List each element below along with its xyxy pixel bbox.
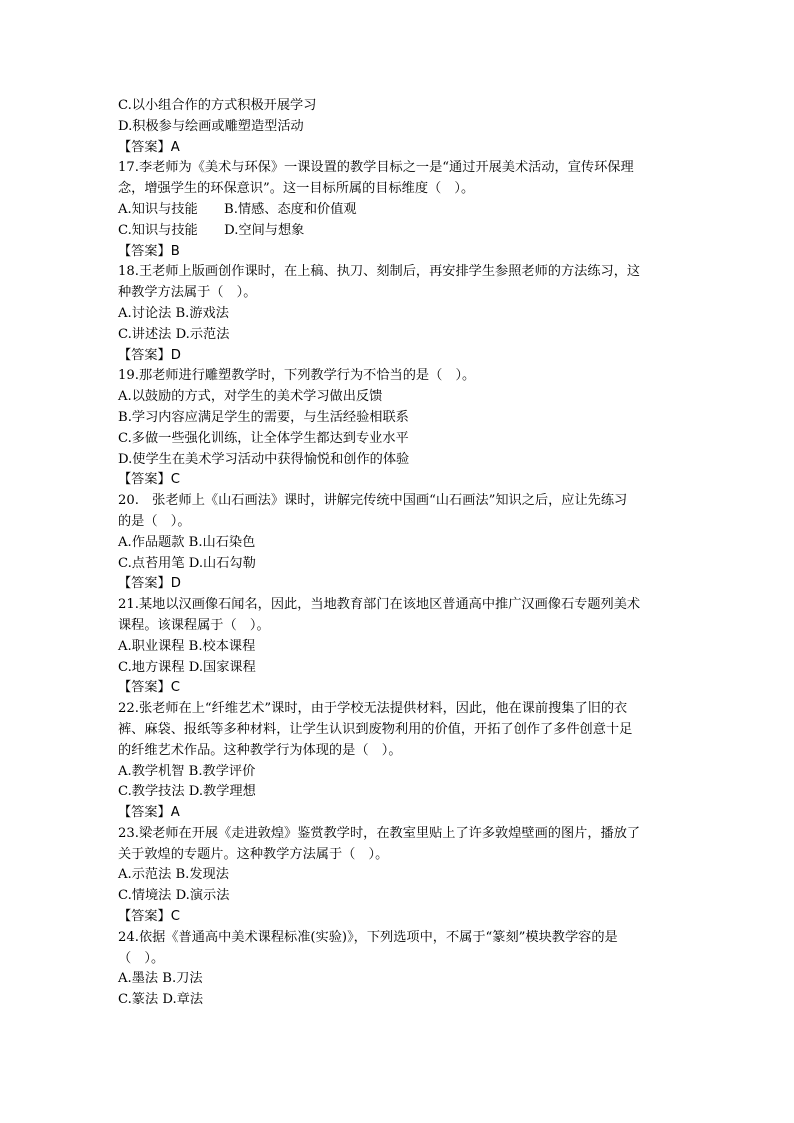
option-d-q16: D.积极参与绘画或雕塑造型活动 xyxy=(118,118,304,134)
answer-q21: 【答案】C xyxy=(118,680,180,696)
question-24-line-1: 24.依据《普通高中美术课程标准(实验)》，下列选项中，不属于“篆刻”模块教学容的是 xyxy=(118,929,618,945)
answer-q17: 【答案】B xyxy=(118,243,180,259)
answer-q19: 【答案】C xyxy=(118,472,180,488)
answer-q20: 【答案】D xyxy=(118,576,181,592)
question-18-line-1: 18.王老师上版画创作课时，在上稿、执刀、刻制后，再安排学生参照老师的方法练习，这 xyxy=(118,264,641,280)
option-c-q16: C.以小组合作的方式积极开展学习 xyxy=(118,98,317,113)
document-page xyxy=(118,96,678,1011)
question-22-line-3: 的纤维艺术作品。这种教学行为体现的是（ ）。 xyxy=(118,742,402,758)
options-ab-q22: A.教学机智 B.教学评价 xyxy=(118,763,256,779)
question-20-line-2: 的是（ ）。 xyxy=(118,513,191,529)
question-22-line-1: 22.张老师在上“纤维艺术”课时，由于学校无法提供材料，因此，他在课前搜集了旧的衣 xyxy=(118,701,628,717)
options-ab-q21: A.职业课程 B.校本课程 xyxy=(118,638,256,654)
question-20-line-1: 20. 张老师上《山石画法》课时，讲解完传统中国画“山石画法”知识之后，应让先练习 xyxy=(118,493,628,509)
question-21-line-2: 课程。该课程属于（ ）。 xyxy=(118,617,270,633)
question-19: 19.那老师进行雕塑教学时，下列教学行为不恰当的是（ ）。 xyxy=(118,368,476,384)
answer-q16: 【答案】A xyxy=(118,139,180,155)
options-cd-q23: C.情境法 D.演示法 xyxy=(118,888,230,904)
options-ab-q20: A.作品题款 B.山石染色 xyxy=(118,534,256,550)
question-18-line-2: 种教学方法属于（ ）。 xyxy=(118,285,257,301)
options-ab-q18: A.讨论法 B.游戏法 xyxy=(118,305,229,321)
question-21-line-1: 21.某地以汉画像石闻名，因此，当地教育部门在该地区普通高中推广汉画像石专题列美术 xyxy=(118,597,641,613)
option-d-q19: D.使学生在美术学习活动中获得愉悦和创作的体验 xyxy=(118,451,410,467)
options-cd-q20: C.点苔用笔 D.山石勾勒 xyxy=(118,555,256,571)
question-22-line-2: 裤、麻袋、报纸等多种材料，让学生认识到废物利用的价值，开拓了创作了多件创意十足 xyxy=(118,721,633,737)
question-23-line-2: 关于敦煌的专题片。这种教学方法属于（ ）。 xyxy=(118,846,389,862)
answer-q23: 【答案】C xyxy=(118,909,180,925)
options-ab-q23: A.示范法 B.发现法 xyxy=(118,867,229,883)
option-c-q19: C.多做一些强化训练，让全体学生都达到专业水平 xyxy=(118,430,409,446)
options-cd-q17: C.知识与技能 D.空间与想象 xyxy=(118,222,305,238)
options-ab-q17: A.知识与技能 B.情感、态度和价值观 xyxy=(118,201,357,217)
options-cd-q22: C.教学技法 D.教学理想 xyxy=(118,784,256,800)
options-cd-q18: C.讲述法 D.示范法 xyxy=(118,326,230,342)
question-24-line-2: （ ）。 xyxy=(118,950,165,966)
options-ab-q24: A.墨法 B.刀法 xyxy=(118,971,203,987)
option-b-q19: B.学习内容应满足学生的需要，与生活经验相联系 xyxy=(118,409,409,425)
options-cd-q24: C.篆法 D.章法 xyxy=(118,992,204,1008)
answer-q22: 【答案】A xyxy=(118,805,180,821)
question-17-line-2: 念，增强学生的环保意识”。这一目标所属的目标维度（ ）。 xyxy=(118,181,475,197)
answer-q18: 【答案】D xyxy=(118,347,181,363)
option-a-q19: A.以鼓励的方式，对学生的美术学习做出反馈 xyxy=(118,389,383,405)
options-cd-q21: C.地方课程 D.国家课程 xyxy=(118,659,256,675)
question-23-line-1: 23.梁老师在开展《走进敦煌》鉴赏教学时，在教室里贴上了许多敦煌壁画的图片，播放了 xyxy=(118,825,641,841)
question-17-line-1: 17.李老师为《美术与环保》一课设置的教学目标之一是“通过开展美术活动，宣传环保理 xyxy=(118,160,634,176)
